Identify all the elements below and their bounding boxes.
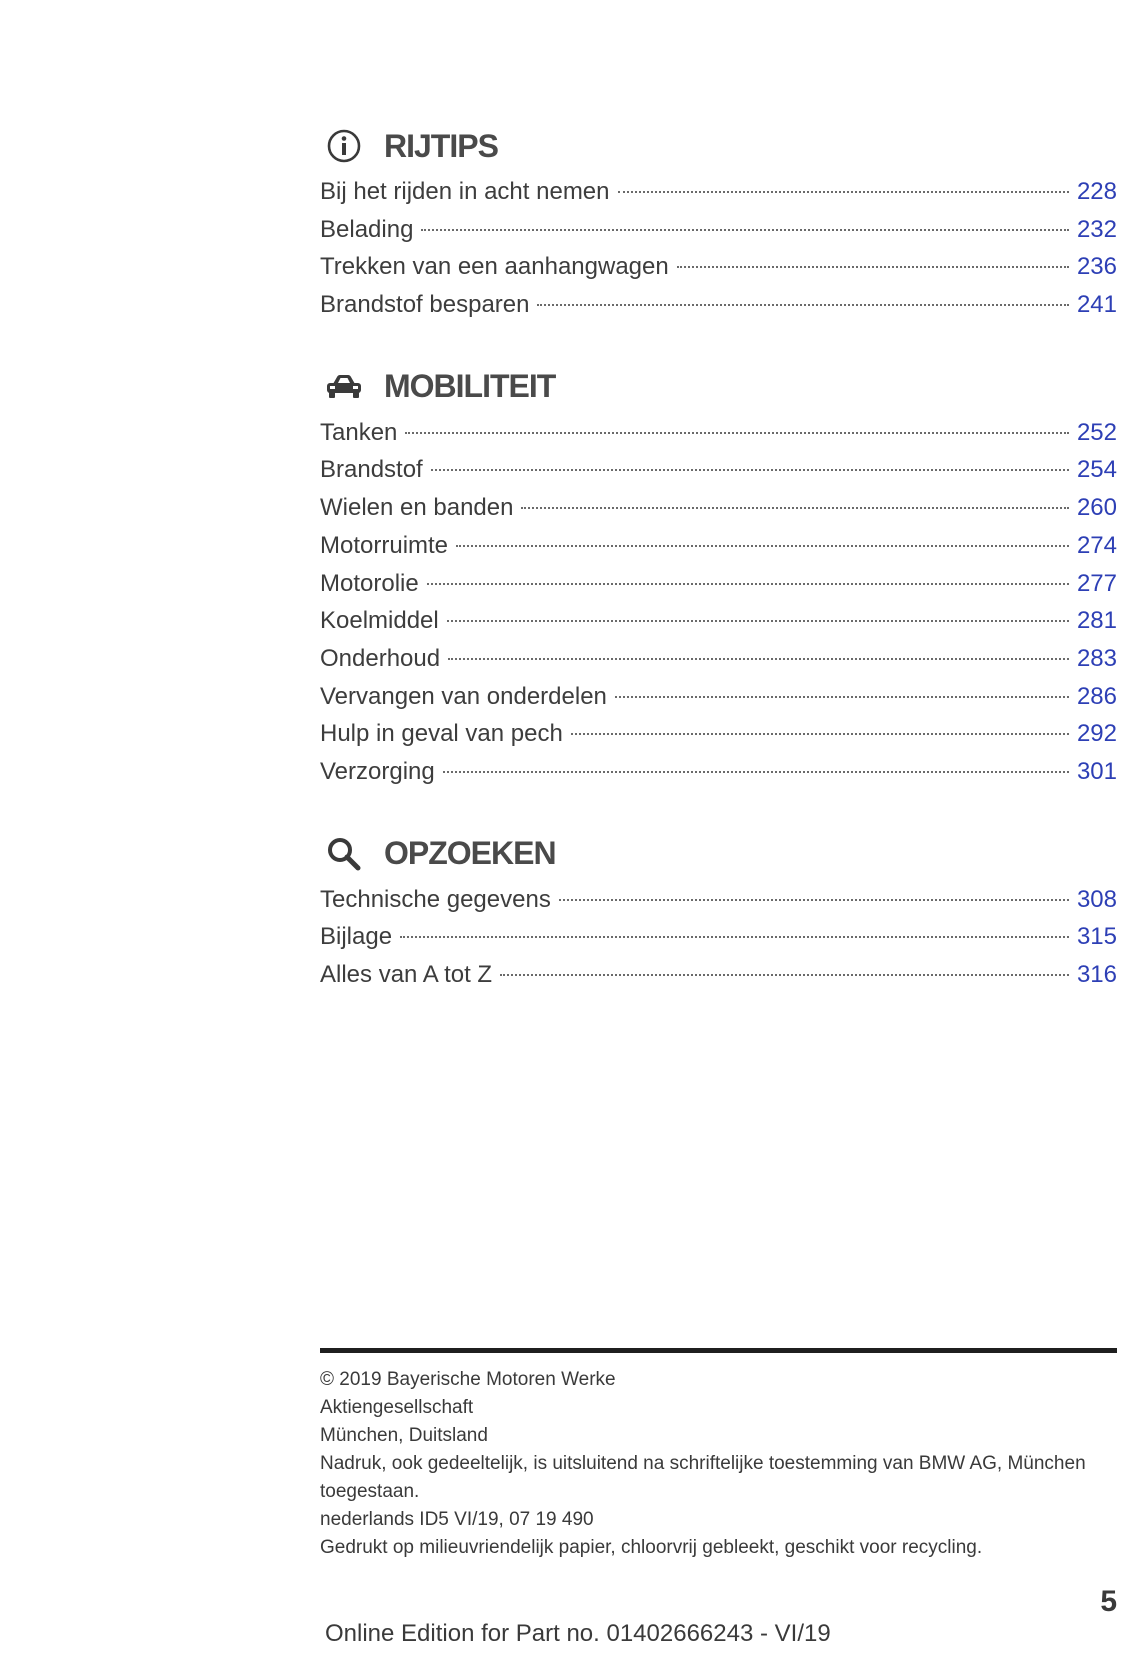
toc-page-link[interactable]: 236	[1076, 253, 1117, 281]
footer-divider	[320, 1348, 1117, 1353]
toc-entry[interactable]	[320, 532, 1117, 570]
section-title: OPZOEKEN	[384, 835, 556, 872]
toc-page-link[interactable]: 274	[1076, 531, 1117, 559]
dot-leader	[500, 974, 1069, 976]
imprint-line: nederlands ID5 VI/19, 07 19 490	[320, 1509, 594, 1530]
toc-entry[interactable]	[320, 494, 1117, 532]
toc-page-link[interactable]: 241	[1076, 291, 1117, 319]
section-header	[320, 118, 1117, 174]
toc-entry-label: Vervangen van onderdelen	[320, 682, 607, 710]
toc-page-link[interactable]: 254	[1076, 456, 1117, 484]
dot-leader	[405, 432, 1069, 434]
toc-entry[interactable]	[320, 253, 1117, 291]
toc-page-link[interactable]: 277	[1076, 569, 1117, 597]
toc-entry-label: Belading	[320, 215, 414, 243]
toc-entry[interactable]	[320, 456, 1117, 494]
dot-leader	[427, 583, 1069, 585]
page-number: 5	[1100, 1585, 1117, 1618]
toc-page-link[interactable]: 308	[1076, 885, 1117, 913]
toc-entry[interactable]	[320, 178, 1117, 216]
toc-page-link[interactable]: 292	[1076, 720, 1117, 748]
dot-leader	[615, 696, 1069, 698]
toc-page-link[interactable]: 286	[1076, 682, 1117, 710]
toc-entry[interactable]	[320, 419, 1117, 457]
section-title: MOBILITEIT	[384, 368, 556, 405]
toc-entry[interactable]	[320, 216, 1117, 254]
toc-entry[interactable]	[320, 961, 1117, 999]
toc-page-link[interactable]: 301	[1076, 757, 1117, 785]
dot-leader	[443, 771, 1069, 773]
table-of-contents	[320, 118, 1117, 1029]
section-mobiliteit	[320, 359, 1117, 796]
dot-leader	[521, 507, 1068, 509]
section-opzoeken	[320, 826, 1117, 999]
toc-page-link[interactable]: 283	[1076, 644, 1117, 672]
toc-page-link[interactable]: 228	[1076, 178, 1117, 205]
toc-entry-label: Bij het rijden in acht nemen	[320, 178, 610, 205]
imprint-line: München, Duitsland	[320, 1425, 488, 1446]
dot-leader	[537, 304, 1068, 306]
toc-page-link[interactable]: 260	[1076, 494, 1117, 522]
toc-entry[interactable]	[320, 758, 1117, 796]
imprint	[320, 1366, 1117, 1562]
dot-leader	[431, 469, 1069, 471]
toc-page-link[interactable]: 315	[1076, 923, 1117, 951]
toc-entry[interactable]	[320, 683, 1117, 721]
search-icon	[324, 834, 364, 874]
toc-entry-label: Alles van A tot Z	[320, 961, 493, 988]
toc-entry[interactable]	[320, 720, 1117, 758]
toc-page-link[interactable]: 281	[1076, 607, 1117, 635]
toc-entry-label: Onderhoud	[320, 644, 441, 672]
dot-leader	[421, 229, 1069, 231]
toc-entry-label: Wielen en banden	[320, 494, 514, 522]
edition-note: Online Edition for Part no. 01402666243 - VI/19	[325, 1620, 831, 1647]
toc-entry-label: Motorruimte	[320, 531, 449, 559]
car-icon	[324, 367, 364, 407]
imprint-line: Gedrukt op milieuvriendelijk papier, chloorvrij gebleekt, geschikt voor recycling.	[320, 1537, 983, 1558]
dot-leader	[448, 658, 1069, 660]
imprint-line: Aktiengesellschaft	[320, 1397, 474, 1418]
dot-leader	[456, 545, 1069, 547]
toc-entry[interactable]	[320, 645, 1117, 683]
info-icon	[324, 126, 364, 166]
toc-entry-label: Koelmiddel	[320, 607, 439, 635]
toc-entry-label: Verzorging	[320, 757, 435, 785]
dot-leader	[559, 899, 1069, 901]
toc-entry-label: Brandstof	[320, 456, 423, 484]
dot-leader	[447, 620, 1069, 622]
imprint-line: © 2019 Bayerische Motoren Werke	[320, 1369, 616, 1390]
section-header	[320, 359, 1117, 415]
toc-entry-label: Motorolie	[320, 569, 419, 597]
toc-entry-label: Trekken van een aanhangwagen	[320, 253, 669, 281]
toc-entry[interactable]	[320, 607, 1117, 645]
toc-entry[interactable]	[320, 886, 1117, 924]
section-rijtips	[320, 118, 1117, 329]
dot-leader	[618, 191, 1069, 193]
toc-entry[interactable]	[320, 291, 1117, 329]
imprint-line: Nadruk, ook gedeeltelijk, is uitsluitend na schriftelijke toestemming van BMW AG, München toegestaan.	[320, 1453, 1086, 1502]
toc-entry[interactable]	[320, 570, 1117, 608]
toc-entry-label: Bijlage	[320, 923, 393, 951]
toc-entry[interactable]	[320, 923, 1117, 961]
toc-entry-label: Brandstof besparen	[320, 291, 530, 319]
toc-entry-label: Hulp in geval van pech	[320, 720, 563, 748]
toc-entry-label: Tanken	[320, 418, 398, 446]
toc-page-link[interactable]: 232	[1076, 215, 1117, 243]
toc-page-link[interactable]: 316	[1076, 961, 1117, 988]
section-title: RIJTIPS	[384, 127, 498, 164]
section-header	[320, 826, 1117, 882]
toc-page-link[interactable]: 252	[1076, 418, 1117, 446]
dot-leader	[677, 266, 1069, 268]
toc-entry-label: Technische gegevens	[320, 885, 551, 913]
dot-leader	[571, 733, 1069, 735]
dot-leader	[400, 936, 1069, 938]
